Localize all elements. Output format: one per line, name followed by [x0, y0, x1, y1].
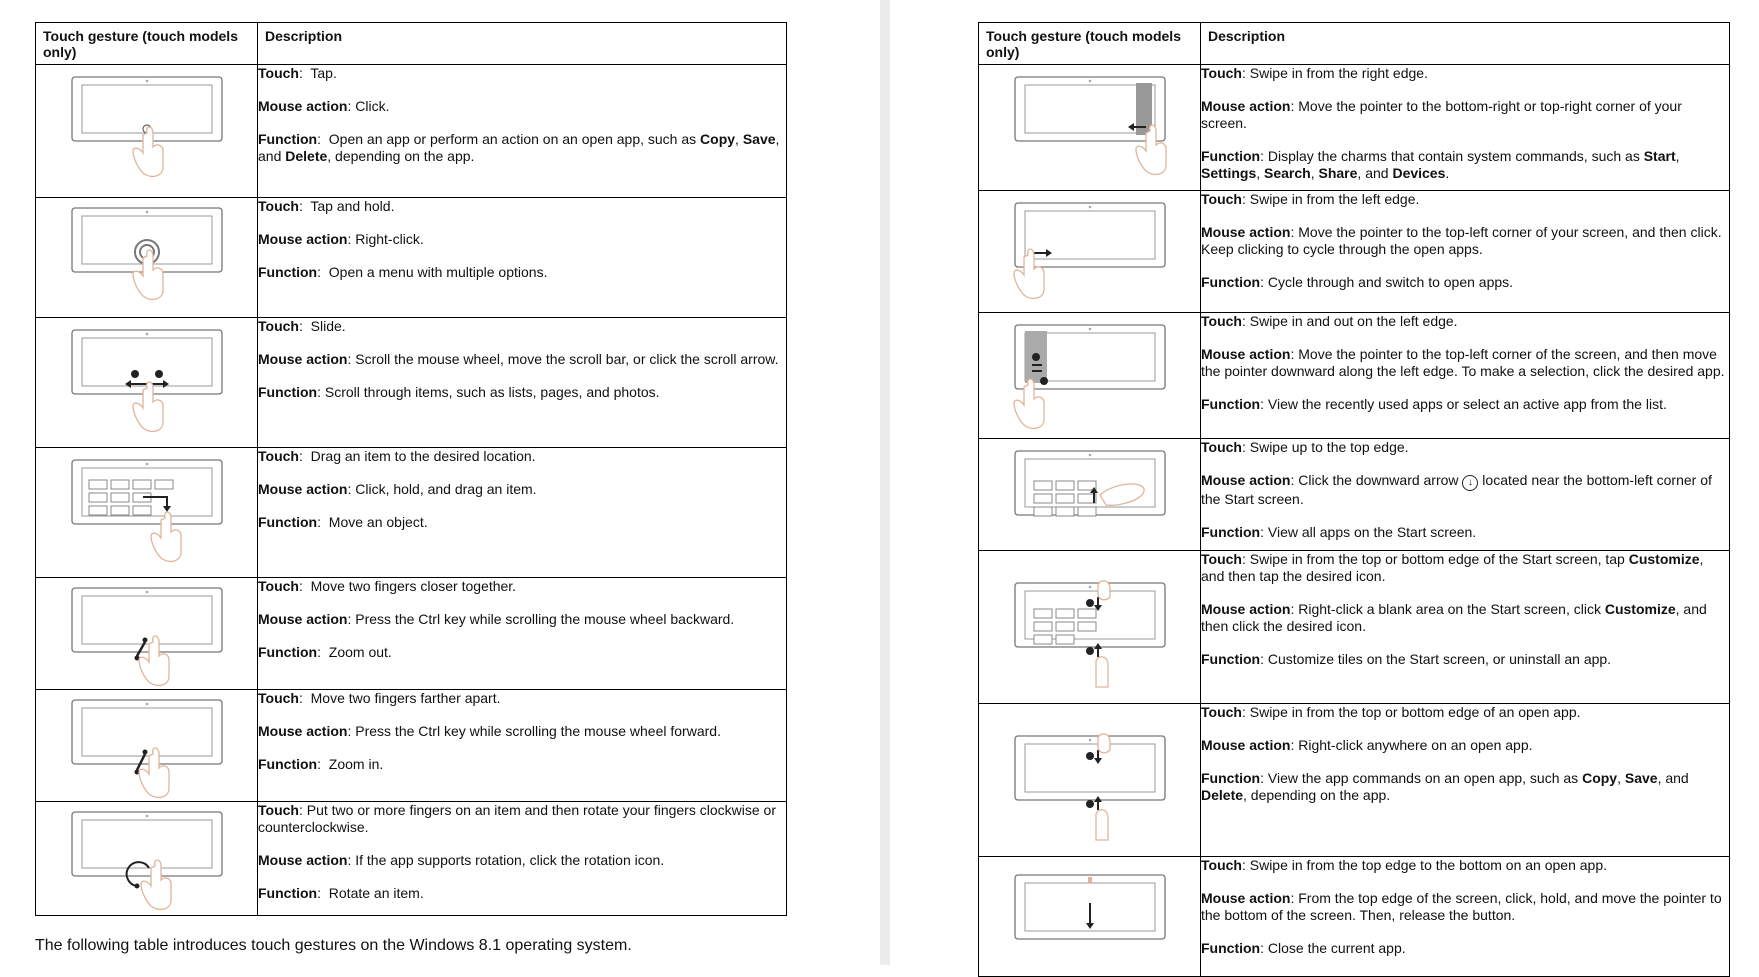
text-span: Copy	[700, 131, 736, 147]
gesture-table-right	[978, 22, 1730, 977]
text-span: ,	[1310, 165, 1319, 181]
table-row: Touch: Swipe in from the top edge to the bottom on an open app. Mouse action: From the top edge of the screen, click, hold, and move the pointer to the bottom of the screen. Then, release the button. Function: Close the current app.	[979, 857, 1730, 977]
touch-text: Tap.	[310, 65, 337, 81]
text-span: Move two fingers farther apart.	[310, 690, 501, 706]
table-row: Touch: Swipe up to the top edge. Mouse action: Click the downward arrow ↓ located near the bottom-left corner of the Start screen. Function: View all apps on the Start screen.	[979, 439, 1730, 551]
text-span: , and then click the desired icon.	[1201, 601, 1707, 634]
text-span: From the top edge of the screen, click, hold, and move the pointer to the bottom of the screen. Then, release the button.	[1201, 890, 1722, 923]
text-span: Mouse action	[1201, 601, 1291, 617]
text-span: Move the pointer to the top-left corner of the screen, and then move the pointer downward along the left edge. To make a selection, click the desired app.	[1201, 346, 1725, 379]
text-span: Start	[1643, 148, 1676, 164]
text-span: View all apps on the Start screen.	[1267, 524, 1477, 540]
text-span: Touch	[1201, 704, 1242, 720]
mouse-text: Click.	[355, 98, 390, 114]
text-span: Swipe in and out on the left edge.	[1249, 313, 1458, 329]
text-span: ,	[735, 131, 743, 147]
text-span: Swipe in from the top or bottom edge of the Start screen, tap	[1249, 551, 1629, 567]
text-span: Function	[1201, 274, 1261, 290]
text-span: Swipe in from the right edge.	[1249, 65, 1428, 81]
text-span: Tap and hold.	[310, 198, 395, 214]
text-span: Function	[1201, 770, 1261, 786]
touch-label: Touch	[258, 65, 299, 81]
text-span: , and	[1357, 165, 1393, 181]
gesture-table-left	[35, 22, 787, 916]
text-span: Touch	[258, 578, 299, 594]
text-span: Slide.	[310, 318, 346, 334]
text-span: ,	[1256, 165, 1265, 181]
text-span: Scroll through items, such as lists, pages, and photos.	[324, 384, 660, 400]
column-header-gesture: Touch gesture (touch models only)	[36, 23, 258, 65]
text-span: Click, hold, and drag an item.	[355, 481, 537, 497]
text-span: located near the bottom-left corner of the Start screen.	[1201, 472, 1712, 507]
table-row: Touch: Swipe in from the top or bottom edge of the Start screen, tap Customize, and then tap the desired icon. Mouse action: Right-click a blank area on the Start screen, click Customize, and then click the desired icon. Function: Customize tiles on the Start screen, or uninstall an app.	[979, 551, 1730, 704]
text-span: , and	[1657, 770, 1689, 786]
text-span: Function	[258, 514, 318, 530]
text-span: View the app commands on an open app, such as	[1267, 770, 1583, 786]
text-span: Put two or more fingers on an item and then rotate your fingers clockwise or counterclockwise.	[258, 802, 776, 835]
swipe-top-bottom-app-icon	[1010, 710, 1170, 850]
text-span: Open a menu with multiple options.	[328, 264, 548, 280]
text-span: Function	[258, 885, 318, 901]
table-header	[36, 23, 787, 65]
text-span: Touch	[1201, 313, 1242, 329]
page-gutter	[880, 0, 890, 965]
text-span: Function	[1201, 940, 1261, 956]
text-span: Drag an item to the desired location.	[310, 448, 536, 464]
text-span: , depending on the app.	[327, 148, 475, 164]
text-span: , and	[258, 131, 780, 164]
text-span: Touch	[1201, 857, 1242, 873]
table-row: Touch: Swipe in from the right edge. Mouse action: Move the pointer to the bottom-right or top-right corner of your screen. Function: Display the charms that contain system commands, such as Start, Settings, Search, Share, and Devices.	[979, 65, 1730, 191]
text-span: Customize	[1604, 601, 1676, 617]
text-span: Close the current app.	[1267, 940, 1406, 956]
table-row: Touch: Put two or more fingers on an item and then rotate your fingers clockwise or counterclockwise. Mouse action: If the app supports rotation, click the rotation icon. Function: Rotate an item.	[36, 802, 787, 916]
text-span: Swipe in from the top or bottom edge of an open app.	[1249, 704, 1581, 720]
tap-gesture-icon	[67, 71, 227, 189]
swipe-in-out-left-icon	[1010, 319, 1170, 431]
text-span: Function	[258, 384, 318, 400]
text-span: Mouse action	[1201, 98, 1291, 114]
text-span: Touch	[258, 318, 299, 334]
text-span: .	[1445, 165, 1450, 181]
text-span: Mouse action	[258, 351, 348, 367]
text-span: ,	[1617, 770, 1625, 786]
text-span: Zoom in.	[328, 756, 384, 772]
text-span: Function	[258, 644, 318, 660]
text-span: Mouse action	[258, 481, 348, 497]
pinch-in-gesture-icon	[67, 584, 227, 686]
slide-gesture-icon	[67, 324, 227, 442]
text-span: Touch	[1201, 439, 1242, 455]
text-span: Mouse action	[258, 852, 348, 868]
table-row: Touch: Move two fingers farther apart. Mouse action: Press the Ctrl key while scrolling the mouse wheel forward. Function: Zoom in.	[36, 690, 787, 802]
tap-and-hold-gesture-icon	[67, 204, 227, 314]
table-row: Touch: Tap. Mouse action: Click. Function: Open an app or perform an action on an open app, such as Copy, Save, and Delete, depending on the app.	[36, 65, 787, 198]
drag-gesture-icon	[67, 454, 227, 572]
text-span: Mouse action	[258, 231, 348, 247]
text-span: Mouse action	[1201, 737, 1291, 753]
text-span: Mouse action	[1201, 346, 1291, 362]
text-span: , depending on the app.	[1243, 787, 1391, 803]
column-header-gesture: Touch gesture (touch models only)	[979, 23, 1201, 65]
function-label: Function	[258, 131, 318, 147]
text-span: Touch	[1201, 551, 1242, 567]
text-span: Move two fingers closer together.	[310, 578, 517, 594]
text-span: Click the downward arrow	[1298, 472, 1463, 488]
text-span: Save	[1624, 770, 1658, 786]
text-span: Delete	[285, 148, 328, 164]
text-span: Touch	[258, 690, 299, 706]
pinch-out-gesture-icon	[67, 696, 227, 798]
column-header-description: Description	[1201, 23, 1730, 65]
text-span: Mouse action	[258, 611, 348, 627]
text-span: Open an app or perform an action on an open app, such as	[328, 131, 701, 147]
text-span: Scroll the mouse wheel, move the scroll bar, or click the scroll arrow.	[355, 351, 779, 367]
table-row: Touch: Move two fingers closer together. Mouse action: Press the Ctrl key while scrolling the mouse wheel backward. Function: Zoom out.	[36, 578, 787, 690]
text-span: View the recently used apps or select an active app from the list.	[1267, 396, 1667, 412]
text-span: Function	[1201, 524, 1261, 540]
text-span: Function	[258, 264, 318, 280]
swipe-left-edge-icon	[1010, 197, 1170, 307]
swipe-down-close-icon	[1010, 863, 1170, 973]
table-header	[979, 23, 1730, 65]
text-span: Customize tiles on the Start screen, or uninstall an app.	[1267, 651, 1612, 667]
text-span: Function	[258, 756, 318, 772]
text-span: Touch	[258, 802, 299, 818]
text-span: Move the pointer to the bottom-right or top-right corner of your screen.	[1201, 98, 1682, 131]
table-row: Touch: Slide. Mouse action: Scroll the mouse wheel, move the scroll bar, or click the scroll arrow. Function: Scroll through items, such as lists, pages, and photos.	[36, 318, 787, 448]
mouse-label: Mouse action	[258, 98, 348, 114]
text-span: Press the Ctrl key while scrolling the mouse wheel backward.	[355, 611, 735, 627]
text-span: ,	[1675, 148, 1680, 164]
text-span: Touch	[258, 198, 299, 214]
text-span: Touch	[258, 448, 299, 464]
text-span: Swipe up to the top edge.	[1249, 439, 1409, 455]
swipe-right-edge-icon	[1010, 71, 1170, 183]
text-span: Mouse action	[1201, 890, 1291, 906]
table-row: Touch: Swipe in from the left edge. Mouse action: Move the pointer to the top-left corner of your screen, and then click. Keep clicking to cycle through the open apps. Function: Cycle through and switch to open apps.	[979, 191, 1730, 313]
text-span: Function	[1201, 651, 1261, 667]
text-span: Move an object.	[328, 514, 428, 530]
text-span: Settings	[1201, 165, 1257, 181]
text-span: Swipe in from the left edge.	[1249, 191, 1420, 207]
text-span: Swipe in from the top edge to the bottom on an open app.	[1249, 857, 1607, 873]
table-intro-text: The following table introduces touch gestures on the Windows 8.1 operating system.	[35, 937, 632, 954]
text-span: Zoom out.	[328, 644, 392, 660]
text-span: If the app supports rotation, click the rotation icon.	[355, 852, 665, 868]
text-span: Right-click.	[355, 231, 424, 247]
text-span: Copy	[1582, 770, 1618, 786]
text-span: Cycle through and switch to open apps.	[1267, 274, 1514, 290]
down-arrow-icon: ↓	[1462, 475, 1478, 491]
text-span: Touch	[1201, 191, 1242, 207]
text-span: Share	[1318, 165, 1358, 181]
text-span: Press the Ctrl key while scrolling the mouse wheel forward.	[355, 723, 721, 739]
text-span: Mouse action	[258, 723, 348, 739]
swipe-top-bottom-start-icon	[1010, 557, 1170, 697]
text-span: Touch	[1201, 65, 1242, 81]
text-span: Mouse action	[1201, 472, 1291, 488]
right-page	[890, 0, 1759, 965]
text-span: Rotate an item.	[328, 885, 424, 901]
text-span: Delete	[1201, 787, 1244, 803]
text-span: Mouse action	[1201, 224, 1291, 240]
text-span: Search	[1264, 165, 1311, 181]
left-page	[0, 0, 880, 965]
table-row: Touch: Swipe in and out on the left edge. Mouse action: Move the pointer to the top-left corner of the screen, and then move the pointer downward along the left edge. To make a selection, click the desired app. Function: View the recently used apps or select an active app from the list.	[979, 313, 1730, 439]
text-span: Right-click anywhere on an open app.	[1298, 737, 1533, 753]
text-span: Function	[1201, 396, 1261, 412]
column-header-description: Description	[258, 23, 787, 65]
text-span: , and then tap the desired icon.	[1201, 551, 1704, 584]
text-span: Move the pointer to the top-left corner of your screen, and then click. Keep clicking to cycle through the open apps.	[1201, 224, 1722, 257]
text-span: Display the charms that contain system commands, such as	[1267, 148, 1644, 164]
text-span: Devices	[1392, 165, 1446, 181]
table-row: Touch: Swipe in from the top or bottom edge of an open app. Mouse action: Right-click anywhere on an open app. Function: View the app commands on an open app, such as Copy, Save, and Delete, depending on the app.	[979, 704, 1730, 857]
swipe-up-icon	[1010, 445, 1170, 545]
table-row: Touch: Tap and hold. Mouse action: Right-click. Function: Open a menu with multiple options.	[36, 198, 787, 318]
text-span: Right-click a blank area on the Start screen, click	[1298, 601, 1605, 617]
text-span: Function	[1201, 148, 1261, 164]
rotate-gesture-icon	[67, 808, 227, 912]
text-span: Save	[742, 131, 776, 147]
text-span: Customize	[1628, 551, 1700, 567]
table-row: Touch: Drag an item to the desired location. Mouse action: Click, hold, and drag an item. Function: Move an object.	[36, 448, 787, 578]
